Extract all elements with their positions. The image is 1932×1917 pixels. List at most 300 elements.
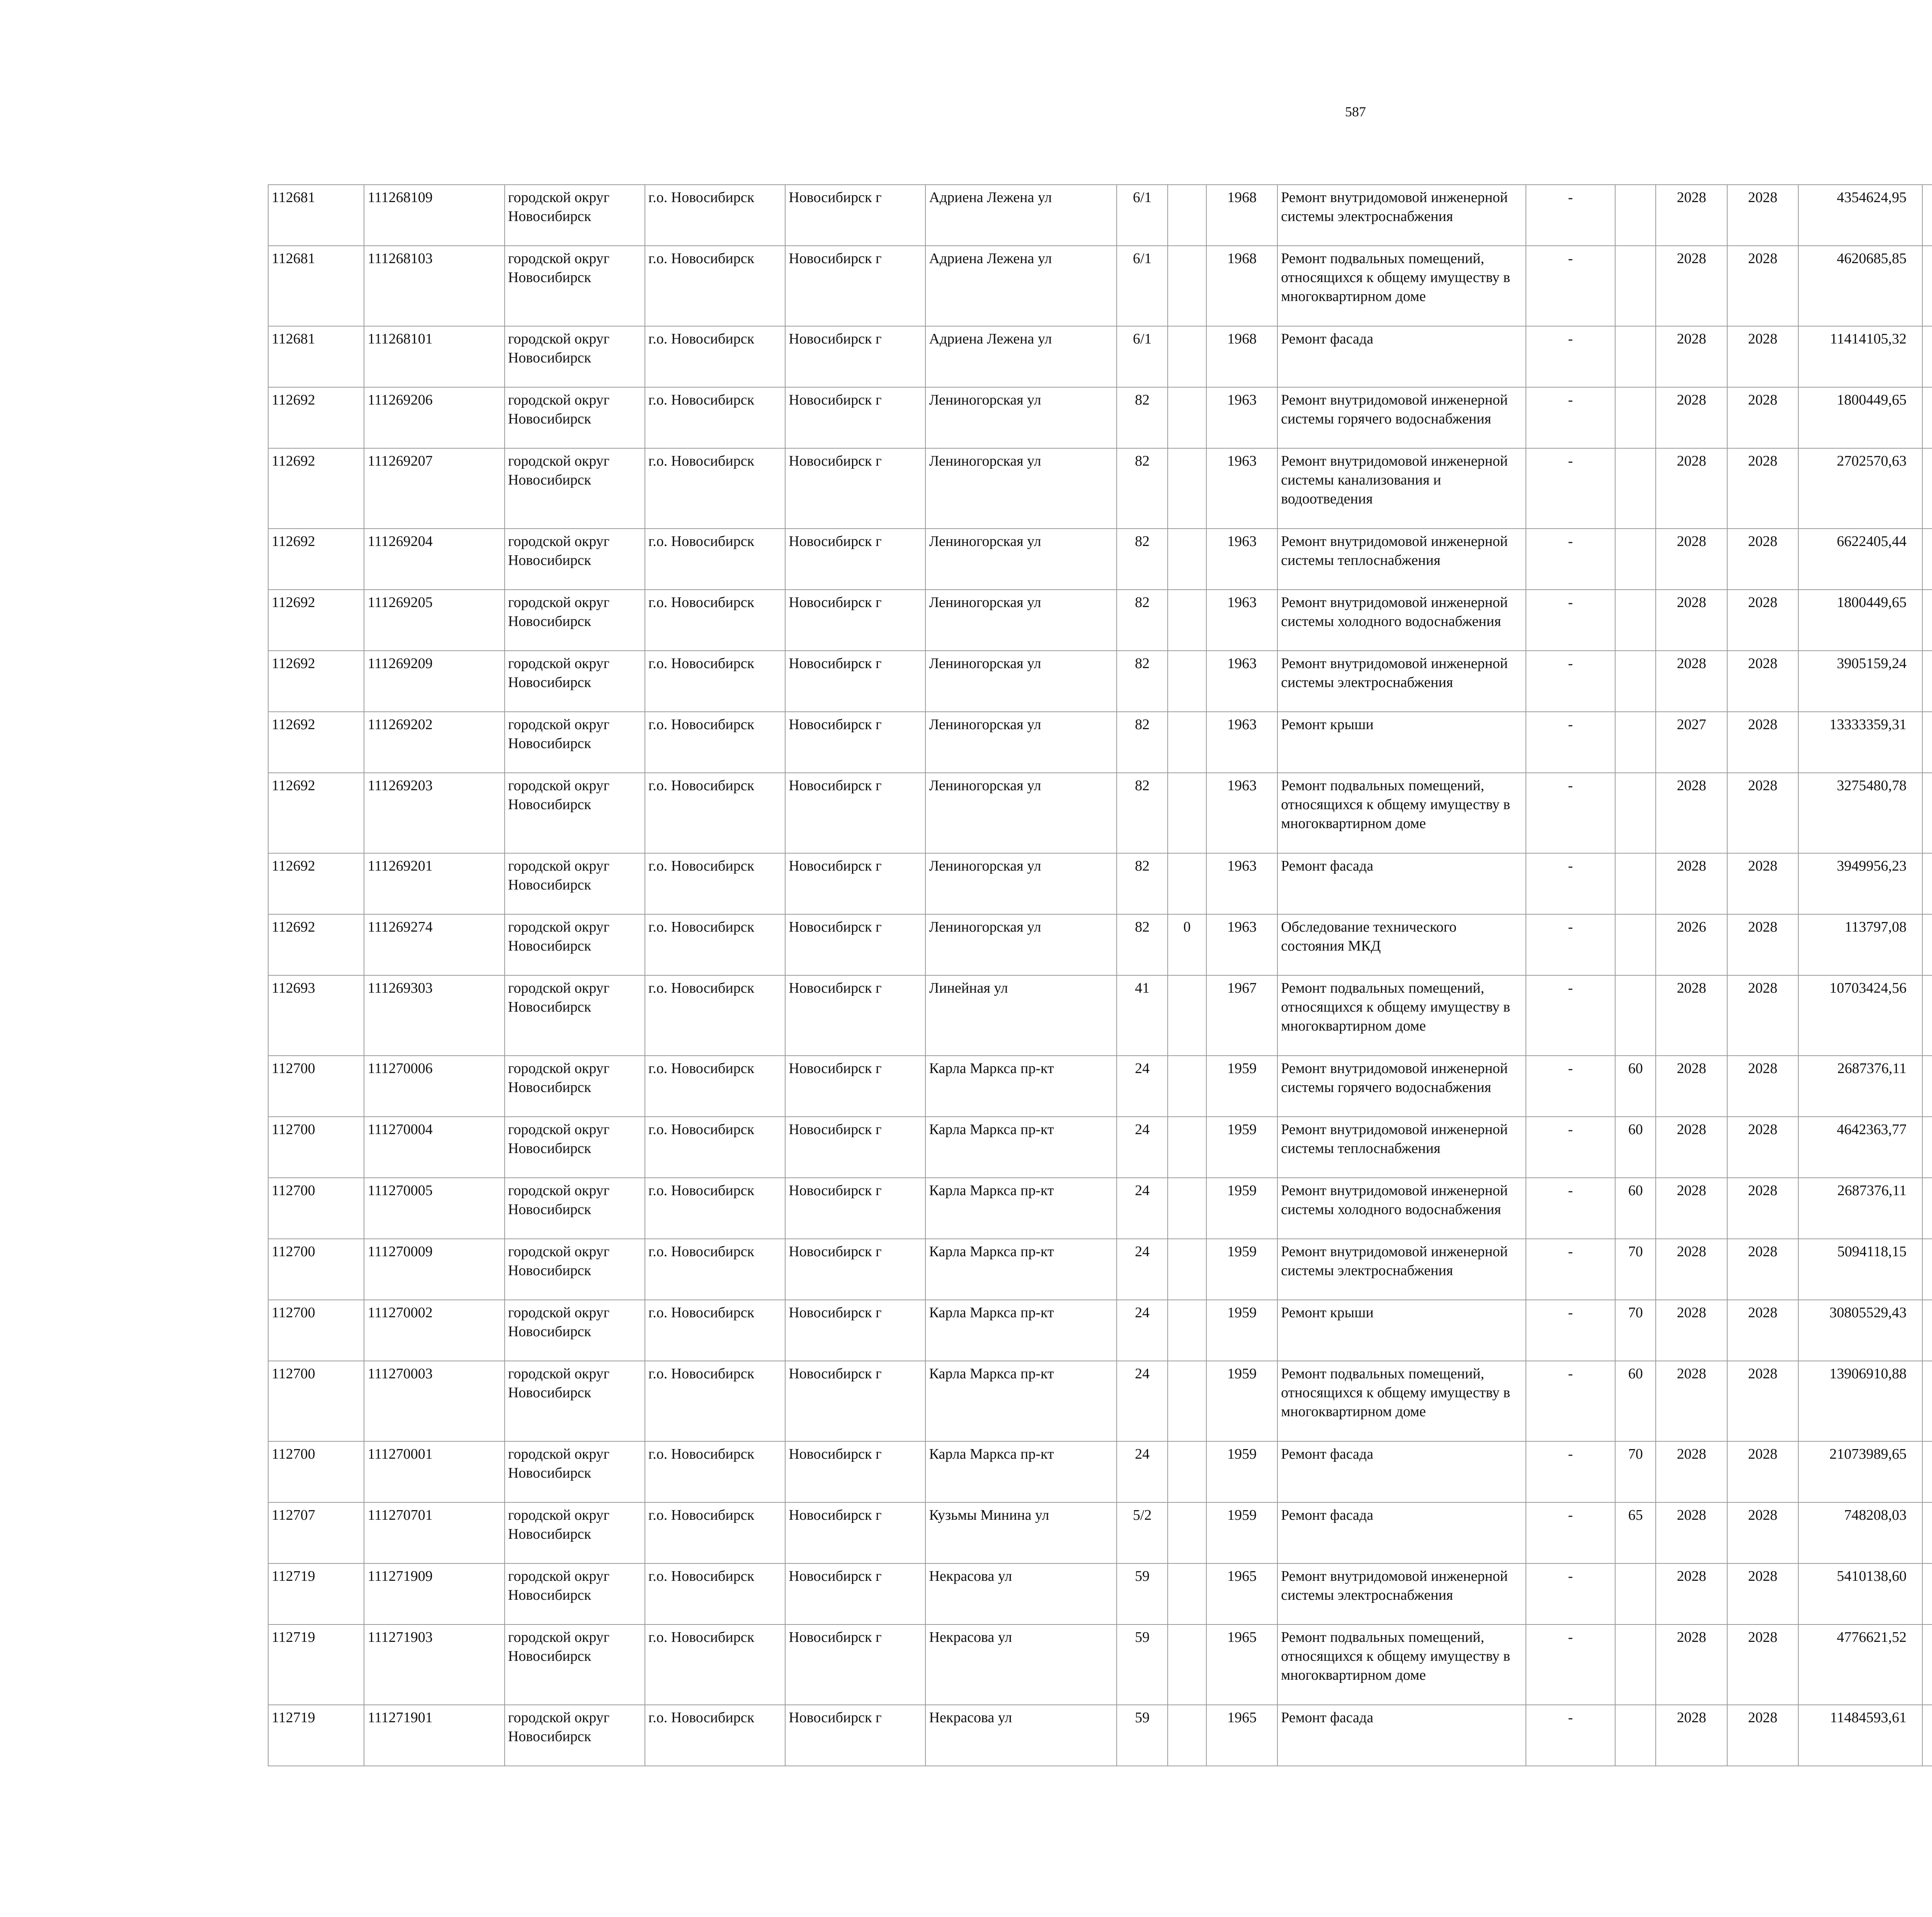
cell-street: Адриена Лежена ул [925,246,1117,326]
cell-year: 1968 [1206,326,1277,387]
cell-code: 111269205 [364,590,504,651]
cell-year-end: 2028 [1727,773,1798,853]
cell-work-type: Ремонт внутридомовой инженерной системы электроснабжения [1277,1239,1526,1300]
cell-year-start: 2028 [1656,1239,1727,1300]
cell-col12 [1615,1705,1656,1766]
cell-year-start: 2028 [1656,853,1727,914]
cell-year-end: 2028 [1727,975,1798,1056]
cell-col12: 70 [1615,1441,1656,1502]
cell-district: городской округ Новосибирск [505,712,645,773]
cell-year: 1963 [1206,387,1277,448]
cell-col11: - [1526,1624,1616,1705]
cell-locality: Новосибирск г [785,1502,925,1563]
cell-building [1168,712,1206,773]
cell-district: городской округ Новосибирск [505,185,645,246]
cell-year-end: 2028 [1727,387,1798,448]
cell-col11: - [1526,387,1616,448]
cell-col11: - [1526,1361,1616,1441]
cell-district: городской округ Новосибирск [505,1705,645,1766]
cell-cost: 10703424,56 [1798,975,1922,1056]
cell-col12 [1615,712,1656,773]
cell-col12 [1615,651,1656,712]
cell-district: городской округ Новосибирск [505,387,645,448]
cell-work-type: Ремонт внутридомовой инженерной системы электроснабжения [1277,185,1526,246]
cell-code: 111270001 [364,1441,504,1502]
cell-work-type: Обследование технического состояния МКД [1277,914,1526,975]
cell-work-type: Ремонт подвальных помещений, относящихся к общему имуществу в многоквартирном доме [1277,975,1526,1056]
cell-district: городской округ Новосибирск [505,448,645,529]
cell-col11: - [1526,1502,1616,1563]
cell-cost: 11414105,32 [1798,326,1922,387]
cell-col12: 60 [1615,1178,1656,1239]
cell-id: 112692 [268,529,364,590]
cell-district: городской округ Новосибирск [505,1178,645,1239]
cell-cost: 13906910,88 [1798,1361,1922,1441]
cell-cost: 4642363,77 [1798,1117,1922,1178]
cell-year-start: 2028 [1656,1502,1727,1563]
cell-district: городской округ Новосибирск [505,1624,645,1705]
cell-district: городской округ Новосибирск [505,914,645,975]
cell-col11: - [1526,712,1616,773]
cell-municipality: г.о. Новосибирск [645,1563,785,1624]
cell-work-type: Ремонт внутридомовой инженерной системы холодного водоснабжения [1277,1178,1526,1239]
cell-id: 112692 [268,773,364,853]
cell-locality: Новосибирск г [785,914,925,975]
cell-col11: - [1526,1441,1616,1502]
cell-year-start: 2028 [1656,975,1727,1056]
cell-building [1168,1624,1206,1705]
cell-locality: Новосибирск г [785,326,925,387]
cell-building [1168,448,1206,529]
cell-year-end: 2028 [1727,1300,1798,1361]
cell-house: 59 [1117,1563,1168,1624]
cell-id: 112692 [268,590,364,651]
cell-cost-total [1922,590,1932,651]
table-row [268,853,1932,914]
cell-work-type: Ремонт внутридомовой инженерной системы электроснабжения [1277,651,1526,712]
cell-district: городской округ Новосибирск [505,1117,645,1178]
cell-locality: Новосибирск г [785,773,925,853]
cell-house: 82 [1117,773,1168,853]
cell-year-start: 2028 [1656,651,1727,712]
cell-cost: 5410138,60 [1798,1563,1922,1624]
cell-municipality: г.о. Новосибирск [645,712,785,773]
cell-cost-total [1922,1705,1932,1766]
cell-district: городской округ Новосибирск [505,1300,645,1361]
cell-building [1168,185,1206,246]
cell-cost-total [1922,326,1932,387]
cell-year: 1959 [1206,1117,1277,1178]
cell-code: 111270009 [364,1239,504,1300]
table-row [268,1563,1932,1624]
cell-house: 24 [1117,1117,1168,1178]
cell-district: городской округ Новосибирск [505,246,645,326]
cell-cost-total [1922,185,1932,246]
cell-cost-total [1922,914,1932,975]
cell-year: 1963 [1206,529,1277,590]
cell-work-type: Ремонт внутридомовой инженерной системы канализования и водоотведения [1277,448,1526,529]
cell-col12 [1615,914,1656,975]
cell-work-type: Ремонт крыши [1277,1300,1526,1361]
cell-municipality: г.о. Новосибирск [645,529,785,590]
cell-col12: 65 [1615,1502,1656,1563]
cell-year-start: 2028 [1656,448,1727,529]
cell-locality: Новосибирск г [785,853,925,914]
cell-house: 6/1 [1117,185,1168,246]
cell-work-type: Ремонт фасада [1277,1441,1526,1502]
cell-building [1168,1361,1206,1441]
cell-code: 111270005 [364,1178,504,1239]
cell-id: 112692 [268,712,364,773]
cell-street: Лениногорская ул [925,712,1117,773]
cell-id: 112692 [268,914,364,975]
cell-code: 111270004 [364,1117,504,1178]
cell-locality: Новосибирск г [785,1441,925,1502]
cell-house: 82 [1117,590,1168,651]
cell-id: 112692 [268,853,364,914]
cell-year: 1963 [1206,712,1277,773]
cell-col11: - [1526,975,1616,1056]
table-row [268,1117,1932,1178]
cell-year-end: 2028 [1727,1361,1798,1441]
cell-year-start: 2028 [1656,1117,1727,1178]
cell-col12 [1615,853,1656,914]
cell-district: городской округ Новосибирск [505,1361,645,1441]
table-body [268,185,1932,1766]
cell-house: 82 [1117,712,1168,773]
cell-building [1168,590,1206,651]
cell-col12: 60 [1615,1056,1656,1117]
cell-cost: 1800449,65 [1798,387,1922,448]
cell-year-end: 2028 [1727,712,1798,773]
cell-municipality: г.о. Новосибирск [645,1239,785,1300]
cell-building [1168,1502,1206,1563]
cell-cost: 1800449,65 [1798,590,1922,651]
cell-year: 1963 [1206,448,1277,529]
cell-cost: 4620685,85 [1798,246,1922,326]
cell-municipality: г.о. Новосибирск [645,914,785,975]
cell-cost: 11484593,61 [1798,1705,1922,1766]
cell-year-start: 2027 [1656,712,1727,773]
cell-work-type: Ремонт внутридомовой инженерной системы теплоснабжения [1277,1117,1526,1178]
cell-year-start: 2028 [1656,246,1727,326]
cell-district: городской округ Новосибирск [505,326,645,387]
cell-work-type: Ремонт подвальных помещений, относящихся к общему имуществу в многоквартирном доме [1277,1624,1526,1705]
cell-work-type: Ремонт подвальных помещений, относящихся к общему имуществу в многоквартирном доме [1277,773,1526,853]
cell-cost: 4776621,52 [1798,1624,1922,1705]
cell-code: 111268109 [364,185,504,246]
cell-cost: 2702570,63 [1798,448,1922,529]
cell-year: 1959 [1206,1441,1277,1502]
cell-col12: 60 [1615,1117,1656,1178]
cell-street: Карла Маркса пр-кт [925,1056,1117,1117]
cell-col12 [1615,448,1656,529]
cell-street: Адриена Лежена ул [925,326,1117,387]
cell-col11: - [1526,1563,1616,1624]
cell-locality: Новосибирск г [785,1239,925,1300]
cell-col11: - [1526,246,1616,326]
table-row [268,448,1932,529]
table-row [268,1239,1932,1300]
cell-building [1168,246,1206,326]
cell-cost-total [1922,1178,1932,1239]
cell-cost: 3275480,78 [1798,773,1922,853]
cell-work-type: Ремонт фасада [1277,853,1526,914]
cell-municipality: г.о. Новосибирск [645,975,785,1056]
cell-year-end: 2028 [1727,1117,1798,1178]
cell-cost: 30805529,43 [1798,1300,1922,1361]
cell-work-type: Ремонт подвальных помещений, относящихся к общему имуществу в многоквартирном доме [1277,1361,1526,1441]
cell-locality: Новосибирск г [785,246,925,326]
cell-col12 [1615,1624,1656,1705]
cell-year-end: 2028 [1727,590,1798,651]
cell-code: 111269207 [364,448,504,529]
cell-house: 6/1 [1117,246,1168,326]
cell-building [1168,975,1206,1056]
cell-year: 1959 [1206,1239,1277,1300]
cell-col12 [1615,773,1656,853]
cell-cost: 21073989,65 [1798,1441,1922,1502]
cell-locality: Новосибирск г [785,529,925,590]
cell-building [1168,1239,1206,1300]
cell-col12 [1615,387,1656,448]
cell-year-end: 2028 [1727,1178,1798,1239]
cell-municipality: г.о. Новосибирск [645,590,785,651]
cell-street: Лениногорская ул [925,529,1117,590]
cell-year-start: 2028 [1656,1624,1727,1705]
cell-year: 1959 [1206,1056,1277,1117]
cell-district: городской округ Новосибирск [505,651,645,712]
cell-year: 1967 [1206,975,1277,1056]
cell-work-type: Ремонт фасада [1277,326,1526,387]
cell-year-start: 2028 [1656,185,1727,246]
table-row [268,1300,1932,1361]
cell-code: 111270002 [364,1300,504,1361]
cell-code: 111270006 [364,1056,504,1117]
table-row [268,1441,1932,1502]
cell-code: 111269303 [364,975,504,1056]
cell-year-start: 2028 [1656,387,1727,448]
cell-district: городской округ Новосибирск [505,975,645,1056]
cell-street: Линейная ул [925,975,1117,1056]
cell-cost: 748208,03 [1798,1502,1922,1563]
cell-col11: - [1526,529,1616,590]
cell-work-type: Ремонт внутридомовой инженерной системы электроснабжения [1277,1563,1526,1624]
cell-year-end: 2028 [1727,1705,1798,1766]
cell-house: 82 [1117,914,1168,975]
cell-building: 0 [1168,914,1206,975]
cell-col11: - [1526,651,1616,712]
table-row [268,1056,1932,1117]
cell-municipality: г.о. Новосибирск [645,246,785,326]
cell-municipality: г.о. Новосибирск [645,1300,785,1361]
cell-id: 112700 [268,1361,364,1441]
cell-district: городской округ Новосибирск [505,529,645,590]
cell-house: 59 [1117,1705,1168,1766]
cell-street: Некрасова ул [925,1624,1117,1705]
cell-year-start: 2028 [1656,1563,1727,1624]
cell-building [1168,853,1206,914]
cell-street: Лениногорская ул [925,651,1117,712]
cell-col12 [1615,1563,1656,1624]
cell-year-end: 2028 [1727,914,1798,975]
cell-col11: - [1526,185,1616,246]
cell-code: 111271901 [364,1705,504,1766]
cell-street: Карла Маркса пр-кт [925,1300,1117,1361]
cell-year-start: 2028 [1656,1178,1727,1239]
cell-municipality: г.о. Новосибирск [645,448,785,529]
cell-street: Адриена Лежена ул [925,185,1117,246]
table-row [268,914,1932,975]
cell-house: 82 [1117,529,1168,590]
cell-id: 112719 [268,1563,364,1624]
cell-code: 111271903 [364,1624,504,1705]
cell-cost-total [1922,1300,1932,1361]
cell-year-end: 2028 [1727,1056,1798,1117]
cell-cost-total [1922,1441,1932,1502]
table-row [268,651,1932,712]
cell-street: Карла Маркса пр-кт [925,1239,1117,1300]
cell-locality: Новосибирск г [785,975,925,1056]
cell-municipality: г.о. Новосибирск [645,1624,785,1705]
cell-year-end: 2028 [1727,448,1798,529]
cell-year-end: 2028 [1727,1441,1798,1502]
cell-col12 [1615,246,1656,326]
cell-cost-total [1922,1502,1932,1563]
cell-building [1168,1300,1206,1361]
cell-locality: Новосибирск г [785,1624,925,1705]
table-row [268,1624,1932,1705]
cell-cost: 5094118,15 [1798,1239,1922,1300]
cell-municipality: г.о. Новосибирск [645,387,785,448]
cell-cost-total [1922,712,1932,773]
cell-house: 24 [1117,1178,1168,1239]
cell-code: 111268101 [364,326,504,387]
cell-street: Лениногорская ул [925,914,1117,975]
cell-building [1168,1056,1206,1117]
cell-year: 1965 [1206,1563,1277,1624]
cell-locality: Новосибирск г [785,1705,925,1766]
table-row [268,712,1932,773]
cell-locality: Новосибирск г [785,712,925,773]
table-row [268,529,1932,590]
cell-col12 [1615,975,1656,1056]
cell-id: 112707 [268,1502,364,1563]
cell-house: 82 [1117,387,1168,448]
table-row [268,1361,1932,1441]
cell-street: Лениногорская ул [925,773,1117,853]
cell-cost: 2687376,11 [1798,1178,1922,1239]
table-row [268,1178,1932,1239]
cell-year: 1959 [1206,1361,1277,1441]
cell-cost: 3905159,24 [1798,651,1922,712]
cell-cost-total [1922,246,1932,326]
cell-street: Лениногорская ул [925,387,1117,448]
cell-id: 112700 [268,1178,364,1239]
cell-cost-total [1922,1056,1932,1117]
cell-municipality: г.о. Новосибирск [645,1441,785,1502]
cell-id: 112700 [268,1441,364,1502]
cell-code: 111269201 [364,853,504,914]
cell-id: 112681 [268,246,364,326]
cell-cost-total [1922,1239,1932,1300]
cell-work-type: Ремонт внутридомовой инженерной системы горячего водоснабжения [1277,387,1526,448]
cell-house: 24 [1117,1239,1168,1300]
cell-col12 [1615,529,1656,590]
cell-street: Лениногорская ул [925,448,1117,529]
cell-year-start: 2028 [1656,1056,1727,1117]
cell-col11: - [1526,914,1616,975]
cell-cost-total [1922,1117,1932,1178]
cell-id: 112681 [268,185,364,246]
capital-repair-table [268,184,1932,1766]
cell-id: 112692 [268,651,364,712]
cell-col12: 70 [1615,1239,1656,1300]
cell-locality: Новосибирск г [785,387,925,448]
cell-work-type: Ремонт крыши [1277,712,1526,773]
cell-year: 1965 [1206,1624,1277,1705]
cell-street: Кузьмы Минина ул [925,1502,1117,1563]
cell-year: 1959 [1206,1502,1277,1563]
cell-locality: Новосибирск г [785,1361,925,1441]
cell-district: городской округ Новосибирск [505,590,645,651]
cell-id: 112700 [268,1056,364,1117]
cell-house: 82 [1117,448,1168,529]
cell-col12 [1615,185,1656,246]
cell-id: 112692 [268,387,364,448]
cell-locality: Новосибирск г [785,448,925,529]
cell-locality: Новосибирск г [785,185,925,246]
cell-col12: 60 [1615,1361,1656,1441]
cell-cost-total [1922,448,1932,529]
cell-cost-total [1922,1361,1932,1441]
cell-year: 1968 [1206,246,1277,326]
cell-year-end: 2028 [1727,246,1798,326]
cell-district: городской округ Новосибирск [505,773,645,853]
cell-year: 1959 [1206,1178,1277,1239]
cell-municipality: г.о. Новосибирск [645,1117,785,1178]
cell-locality: Новосибирск г [785,1117,925,1178]
cell-street: Карла Маркса пр-кт [925,1178,1117,1239]
cell-street: Лениногорская ул [925,590,1117,651]
cell-house: 82 [1117,651,1168,712]
cell-district: городской округ Новосибирск [505,1441,645,1502]
cell-code: 111271909 [364,1563,504,1624]
cell-id: 112719 [268,1624,364,1705]
cell-locality: Новосибирск г [785,1300,925,1361]
cell-year: 1965 [1206,1705,1277,1766]
cell-municipality: г.о. Новосибирск [645,1056,785,1117]
table-row [268,185,1932,246]
cell-work-type: Ремонт подвальных помещений, относящихся к общему имуществу в многоквартирном доме [1277,246,1526,326]
cell-id: 112681 [268,326,364,387]
cell-work-type: Ремонт фасада [1277,1705,1526,1766]
cell-cost-total [1922,853,1932,914]
cell-building [1168,1441,1206,1502]
cell-building [1168,1563,1206,1624]
cell-municipality: г.о. Новосибирск [645,1361,785,1441]
cell-cost-total [1922,651,1932,712]
cell-building [1168,326,1206,387]
cell-house: 24 [1117,1441,1168,1502]
cell-cost-total [1922,975,1932,1056]
cell-col12 [1615,326,1656,387]
cell-house: 5/2 [1117,1502,1168,1563]
cell-street: Карла Маркса пр-кт [925,1361,1117,1441]
table-row [268,326,1932,387]
cell-col12 [1615,590,1656,651]
cell-district: городской округ Новосибирск [505,1502,645,1563]
